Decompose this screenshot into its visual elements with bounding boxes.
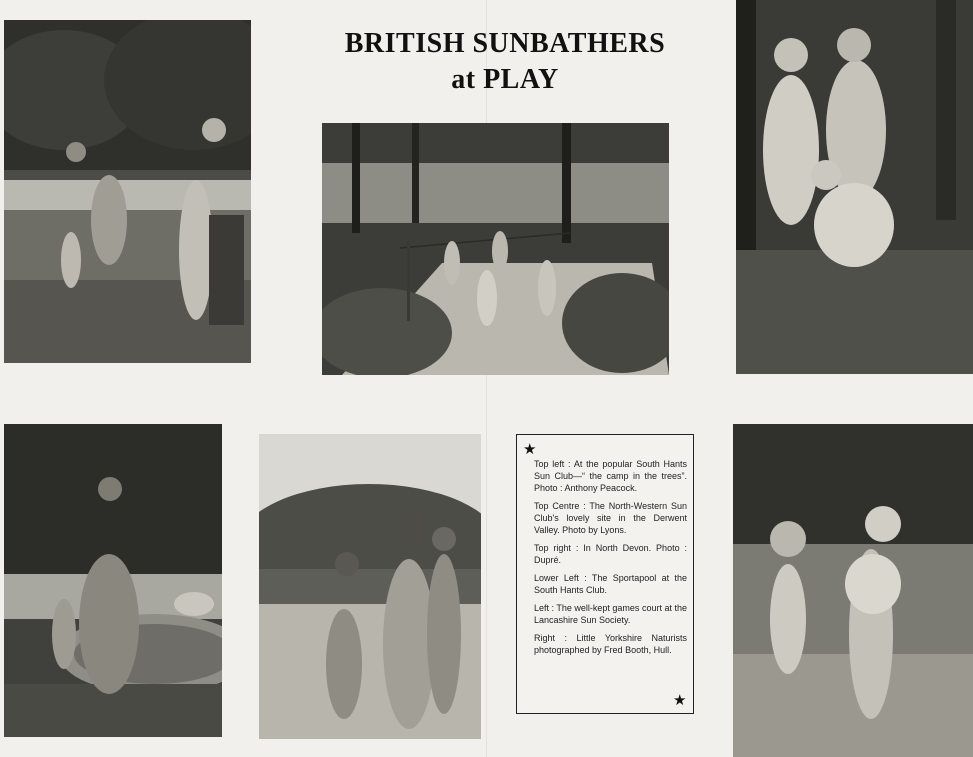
star-icon-bottom: ★ [673,691,687,709]
photo-top-right [736,0,973,374]
photo-left [259,434,481,739]
photo-right-image [733,424,973,757]
caption-right: Right : Little Yorkshire Naturists photographed by Fred Booth, Hull. [534,633,687,655]
photo-top-right-image [736,0,973,374]
photo-top-centre [322,123,669,375]
caption-lower-left: Lower Left : The Sportapool at the South Hants Club. [534,573,687,595]
title-line-2: at PLAY [451,64,559,95]
caption-top-centre: Top Centre : The North-Western Sun Club's lovely site in the Derwent Valley. Photo by Lyons. [534,501,687,535]
captions-list [534,458,687,662]
photo-lower-left [4,424,222,737]
photo-lower-left-image [4,424,222,737]
photo-top-left-image [4,20,251,363]
star-icon-top: ★ [523,440,537,458]
photo-right [733,424,973,757]
caption-top-right: Top right : In North Devon. Photo : Dupré. [534,543,687,565]
photo-top-centre-image [322,123,669,375]
title-line-1: BRITISH SUNBATHERS [344,28,666,59]
caption-box [516,434,694,714]
caption-left: Left : The well-kept games court at the Lancashire Sun Society. [534,603,687,625]
photo-left-image [259,434,481,739]
caption-top-left: Top left : At the popular South Hants Sun Club—“ the camp in the trees”. Photo : Anthony Peacock. [534,459,687,493]
page-title [300,26,710,98]
photo-top-left [4,20,251,363]
page-fold [486,0,487,757]
